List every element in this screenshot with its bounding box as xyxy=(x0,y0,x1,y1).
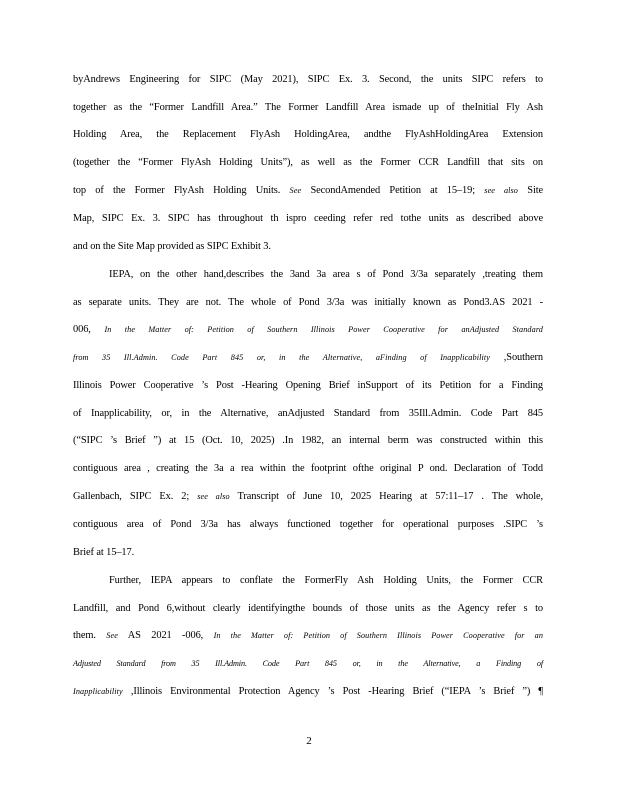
text-run: AS 2021 -006, xyxy=(127,630,204,641)
body-text-line: and on the Site Map provided as SIPC Exhibit 3. xyxy=(73,241,271,252)
citation-signal: See xyxy=(289,186,302,195)
text-run: SecondAmended Petition at 15–19; xyxy=(310,185,476,196)
text-run: ,Illinois Environmental Protection Agency ’s Post -Hearing Brief (“IEPA ’s Brief ”) ¶ xyxy=(130,686,543,697)
text-run: them. xyxy=(73,630,96,641)
body-text-line: Landfill, and Pond 6,without clearly identifyingthe bounds of those units as the Agency refer s to xyxy=(73,603,543,614)
body-text-line xyxy=(73,184,543,198)
body-text-line: as separate units. They are not. The whole of Pond 3/3a was initially known as Pond3.AS 2021 - xyxy=(73,297,543,308)
text-run: 006, xyxy=(73,324,91,335)
body-text-line: Holding Area, the Replacement FlyAsh HoldingArea, andthe FlyAshHoldingArea Extension xyxy=(73,129,543,140)
body-text-line: Further, IEPA appears to conflate the FormerFly Ash Holding Units, the Former CCR xyxy=(109,575,543,586)
body-text-line: contiguous area of Pond 3/3a has always functioned together for operational purposes .SIPC ’s xyxy=(73,519,543,530)
body-text-line: byAndrews Engineering for SIPC (May 2021), SIPC Ex. 3. Second, the units SIPC refers to xyxy=(73,74,543,85)
text-run: Gallenbach, SIPC Ex. 2; xyxy=(73,491,190,502)
text-run: Transcript of June 10, 2025 Hearing at 57:11–17 . The whole, xyxy=(237,491,544,502)
citation-signal: see also xyxy=(197,492,230,501)
case-citation: In the Matter of: Petition of Southern Illinois Power Cooperative for anAdjusted Standard xyxy=(104,325,543,334)
body-text-line: Brief at 15–17. xyxy=(73,547,135,558)
text-run: Site xyxy=(527,185,544,196)
case-citation: from 35 Ill.Admin. Code Part 845 or, in the Alternative, aFinding of Inapplicability xyxy=(73,353,490,362)
body-text-line: Map, SIPC Ex. 3. SIPC has throughout th ispro ceeding refer red tothe units as described above xyxy=(73,213,543,224)
body-text-line xyxy=(73,323,543,337)
body-text-line xyxy=(73,490,543,504)
citation-signal: See xyxy=(106,631,118,640)
case-citation: In the Matter of: Petition of Southern Illinois Power Cooperative for an xyxy=(213,631,544,640)
body-text-line: together as the “Former Landfill Area.” The Former Landfill Area ismade up of theInitial Fly Ash xyxy=(73,102,543,113)
text-run: ,Southern xyxy=(503,352,543,363)
case-citation: Inapplicability xyxy=(73,687,123,696)
body-text-line: IEPA, on the other hand,describes the 3and 3a area s of Pond 3/3a separately ,treating them xyxy=(109,269,543,280)
citation-signal: see also xyxy=(484,186,518,195)
body-text-line xyxy=(73,685,543,699)
page-number: 2 xyxy=(306,735,312,747)
body-text-line: contiguous area , creating the 3a a rea within the footprint ofthe original P ond. Declaration of Todd xyxy=(73,463,543,474)
body-text-line: (“SIPC ’s Brief ”) at 15 (Oct. 10, 2025) .In 1982, an internal berm was constructed within this xyxy=(73,435,543,446)
body-text-line: of Inapplicability, or, in the Alternative, anAdjusted Standard from 35Ill.Admin. Code Part 845 xyxy=(73,408,543,419)
case-citation: Adjusted Standard from 35 Ill.Admin. Code Part 845 or, in the Alternative, a Finding of xyxy=(73,659,543,668)
text-run: top of the Former FlyAsh Holding Units. xyxy=(73,185,281,196)
body-text-line: Illinois Power Cooperative ’s Post -Hearing Opening Brief inSupport of its Petition for a Finding xyxy=(73,380,543,391)
body-text-line xyxy=(73,629,543,643)
body-text-line: (together the “Former FlyAsh Holding Units”), as well as the Former CCR Landfill that sits on xyxy=(73,157,543,168)
body-text-line xyxy=(73,351,543,365)
